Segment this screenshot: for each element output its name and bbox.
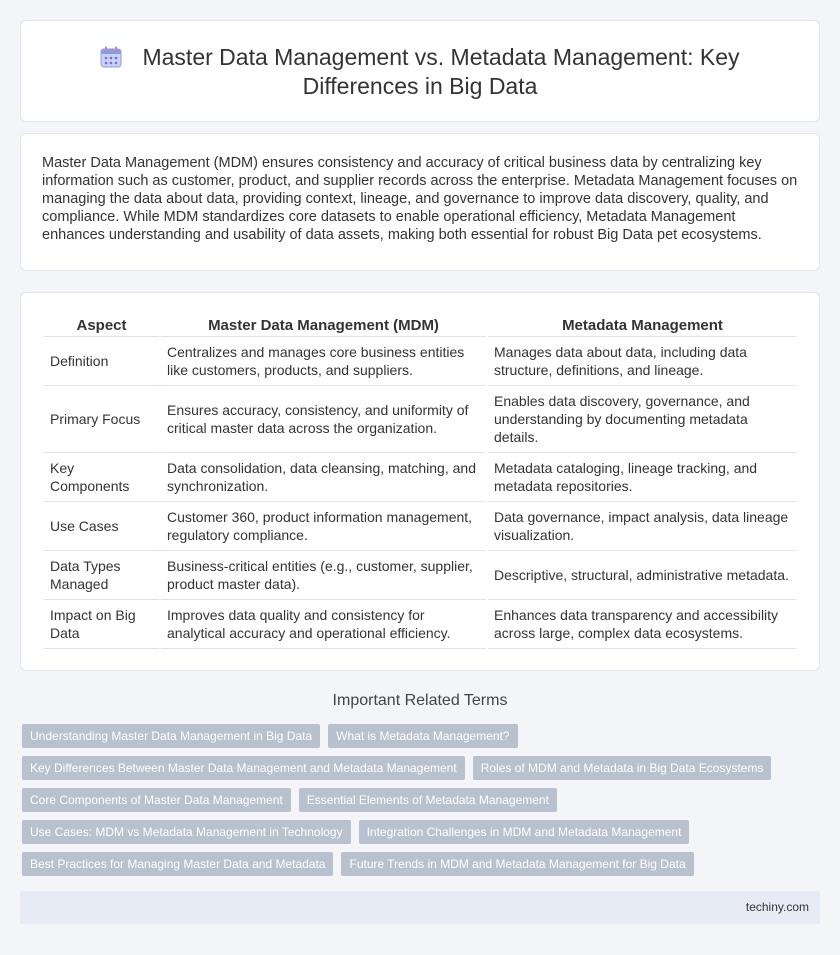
table-cell: Definition <box>44 337 159 386</box>
page-title <box>21 43 819 101</box>
table-header-row <box>44 317 797 337</box>
table-cell: Data Types Managed <box>44 551 159 600</box>
table-cell: Ensures accuracy, consistency, and uniformity of critical master data across the organization. <box>161 386 486 453</box>
table-cell: Metadata cataloging, lineage tracking, and metadata repositories. <box>488 453 797 502</box>
table-cell: Use Cases <box>44 502 159 551</box>
intro-paragraph: Master Data Management (MDM) ensures consistency and accuracy of critical business data by centralizing key information such as customer, product, and supplier records across the enterprise. Metadata Management focuses on managing the data about data, providing context, lineage, and governance to improve data discovery, quality, and compliance. While MDM standardizes core datasets to enable operational efficiency, Metadata Management enhances understanding and usability of data assets, making both essential for robust Big Data pet ecosystems. <box>42 155 798 243</box>
table-cell: Customer 360, product information management, regulatory compliance. <box>161 502 486 551</box>
related-term-link[interactable]: Best Practices for Managing Master Data and Metadata <box>22 852 333 876</box>
intro-card <box>20 133 820 271</box>
tag-row <box>22 724 812 748</box>
table-row <box>44 551 797 600</box>
table-cell: Centralizes and manages core business entities like customers, products, and suppliers. <box>161 337 486 386</box>
related-term-link[interactable]: Key Differences Between Master Data Management and Metadata Management <box>22 756 465 780</box>
table-cell: Enhances data transparency and accessibility across large, complex data ecosystems. <box>488 600 797 649</box>
column-header-metadata: Metadata Management <box>488 317 797 337</box>
tag-row <box>22 788 812 812</box>
table-row <box>44 502 797 551</box>
tag-row <box>22 852 812 876</box>
related-term-link[interactable]: Future Trends in MDM and Metadata Management for Big Data <box>341 852 693 876</box>
related-terms-heading: Important Related Terms <box>332 692 508 709</box>
table-cell: Manages data about data, including data structure, definitions, and lineage. <box>488 337 797 386</box>
related-term-link[interactable]: Core Components of Master Data Management <box>22 788 291 812</box>
related-term-link[interactable]: Integration Challenges in MDM and Metadata Management <box>359 820 690 844</box>
tag-row <box>22 756 812 780</box>
related-terms-list <box>22 724 812 884</box>
table-row <box>44 453 797 502</box>
comparison-card <box>20 292 820 671</box>
table-cell: Impact on Big Data <box>44 600 159 649</box>
related-term-link[interactable]: Roles of MDM and Metadata in Big Data Ecosystems <box>473 756 772 780</box>
table-cell: Descriptive, structural, administrative metadata. <box>488 551 797 600</box>
footer <box>20 891 820 924</box>
table-cell: Improves data quality and consistency for analytical accuracy and operational efficiency. <box>161 600 486 649</box>
table-row <box>44 600 797 649</box>
header-card <box>20 20 820 122</box>
related-term-link[interactable]: What is Metadata Management? <box>328 724 517 748</box>
table-cell: Business-critical entities (e.g., customer, supplier, product master data). <box>161 551 486 600</box>
comparison-table <box>42 317 799 649</box>
table-cell: Primary Focus <box>44 386 159 453</box>
table-cell: Enables data discovery, governance, and understanding by documenting metadata details. <box>488 386 797 453</box>
calendar-icon <box>100 46 122 68</box>
table-cell: Data consolidation, data cleansing, matching, and synchronization. <box>161 453 486 502</box>
title-line-1: Master Data Management vs. Metadata Management: Key <box>142 44 740 70</box>
title-line-2: Differences in Big Data <box>302 73 538 99</box>
table-cell: Data governance, impact analysis, data lineage visualization. <box>488 502 797 551</box>
related-term-link[interactable]: Use Cases: MDM vs Metadata Management in Technology <box>22 820 351 844</box>
table-cell: Key Components <box>44 453 159 502</box>
table-row <box>44 337 797 386</box>
column-header-mdm: Master Data Management (MDM) <box>161 317 486 337</box>
tag-row <box>22 820 812 844</box>
footer-site-link[interactable]: techiny.com <box>745 900 809 914</box>
table-row <box>44 386 797 453</box>
column-header-aspect: Aspect <box>44 317 159 337</box>
related-term-link[interactable]: Essential Elements of Metadata Management <box>299 788 557 812</box>
related-term-link[interactable]: Understanding Master Data Management in Big Data <box>22 724 320 748</box>
